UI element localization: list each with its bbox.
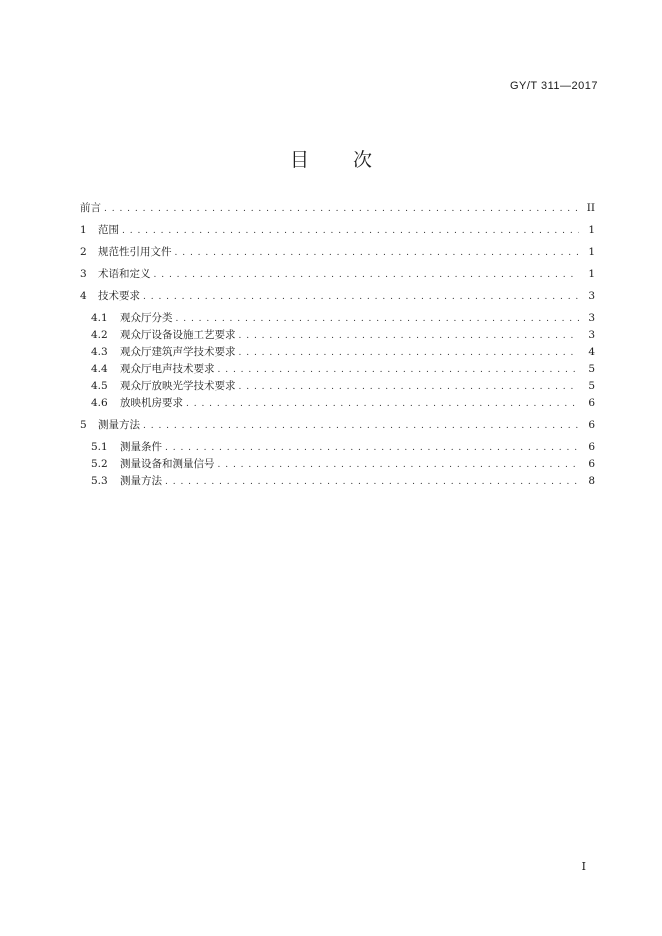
toc-entry-3[interactable] [80,266,595,288]
toc-entry-page: 6 [588,458,595,470]
toc-dot-leader [104,201,579,217]
toc-entry-number: 4 [80,290,87,302]
toc-entry-label: 术语和定义 [98,268,151,280]
toc-entry-number: 4.4 [91,363,108,375]
toc-entry-label: 技术要求 [98,290,140,302]
toc-entry-page: II [586,202,595,214]
toc-dot-leader [239,379,580,395]
toc-entry-page: 6 [588,397,595,409]
toc-dot-leader [143,418,579,434]
toc-entry-page: 6 [588,419,595,431]
toc-entry-number: 1 [80,224,87,236]
toc-entry-label: 观众厅建筑声学技术要求 [120,346,236,358]
page-title [0,145,662,172]
toc-entry-label: 测量条件 [120,441,162,453]
toc-entry-number: 4.5 [91,380,108,392]
toc-entry-5[interactable] [80,417,595,439]
toc-entry-5-1[interactable] [80,439,595,456]
toc-entry-number: 4.6 [91,397,108,409]
toc-entry-number: 4.2 [91,329,108,341]
toc-entry-page: 3 [588,312,595,324]
toc-entry-label: 观众厅电声技术要求 [120,363,215,375]
toc-entry-label: 前言 [80,202,101,214]
toc-entry-number: 5.3 [91,475,108,487]
page-number: I [581,860,586,873]
toc-entry-label: 测量方法 [98,419,140,431]
toc-entry-page: 1 [588,246,595,258]
toc-entry-page: 3 [588,329,595,341]
toc-entry-page: 1 [588,224,595,236]
toc-entry-4-6[interactable] [80,395,595,417]
toc-entry-page: 4 [588,346,595,358]
toc-entry-number: 5.1 [91,441,108,453]
toc-entry-label: 放映机房要求 [120,397,183,409]
toc-entry-4-4[interactable] [80,361,595,378]
toc-entry-label: 测量方法 [120,475,162,487]
table-of-contents [80,200,595,490]
toc-entry-page: 3 [588,290,595,302]
toc-dot-leader [154,267,580,283]
toc-dot-leader [239,345,580,361]
toc-entry-label: 测量设备和测量信号 [120,458,215,470]
toc-entry-label: 观众厅分类 [120,312,173,324]
toc-entry-4[interactable] [80,288,595,310]
toc-dot-leader [165,474,579,490]
toc-entry-label: 观众厅设备设施工艺要求 [120,329,236,341]
toc-entry-page: 5 [588,380,595,392]
toc-entry-page: 6 [588,441,595,453]
toc-entry-4-3[interactable] [80,344,595,361]
toc-entry-number: 4.1 [91,312,108,324]
toc-dot-leader [239,328,580,344]
toc-entry-number: 4.3 [91,346,108,358]
toc-entry-4-5[interactable] [80,378,595,395]
toc-dot-leader [186,396,579,412]
toc-entry-2[interactable] [80,244,595,266]
toc-entry-number: 5.2 [91,458,108,470]
toc-dot-leader [165,440,579,456]
toc-entry-label: 范围 [98,224,119,236]
toc-entry-page: 5 [588,363,595,375]
toc-dot-leader [218,362,580,378]
toc-entry-number: 5 [80,419,87,431]
toc-entry-1[interactable] [80,222,595,244]
title-char-left: 目 [289,149,309,171]
toc-entry-4-2[interactable] [80,327,595,344]
toc-entry-page: 8 [588,475,595,487]
toc-dot-leader [176,311,580,327]
toc-entry-number: 2 [80,246,87,258]
toc-dot-leader [218,457,580,473]
toc-dot-leader [175,245,580,261]
toc-dot-leader [143,289,579,305]
toc-entry-4-1[interactable] [80,310,595,327]
toc-entry-label: 观众厅放映光学技术要求 [120,380,236,392]
title-char-right: 次 [353,149,373,171]
toc-entry-label: 规范性引用文件 [98,246,172,258]
toc-entry-page: 1 [588,268,595,280]
document-code: GY/T 311—2017 [509,80,598,92]
toc-entry-5-2[interactable] [80,456,595,473]
toc-entry-5-3[interactable] [80,473,595,490]
toc-dot-leader [122,223,579,239]
toc-entry-foreword[interactable] [80,200,595,222]
toc-entry-number: 3 [80,268,87,280]
